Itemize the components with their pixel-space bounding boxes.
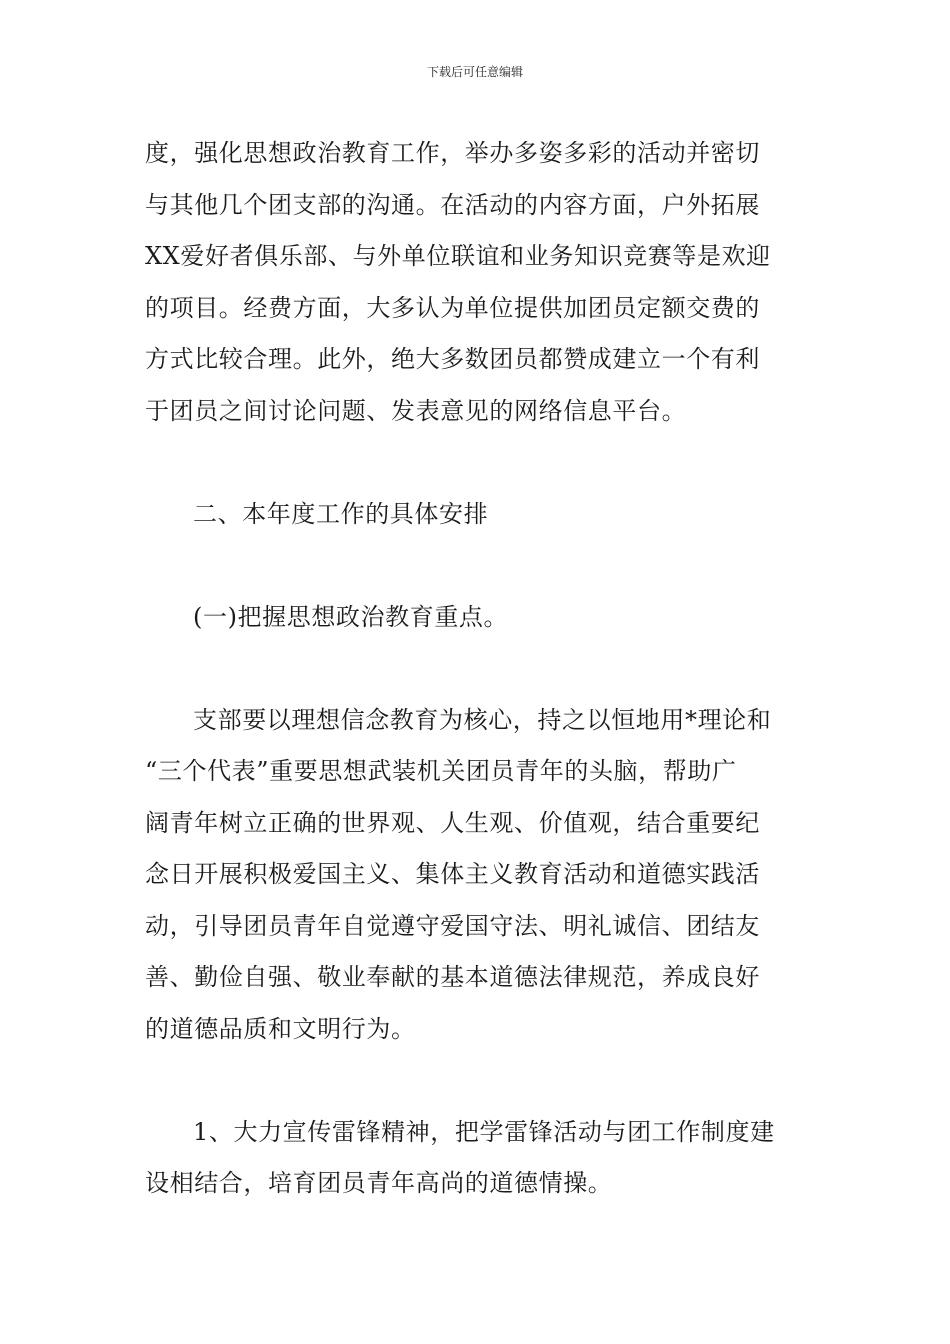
paragraph-item-1 xyxy=(145,1107,807,1210)
paragraph-education-core xyxy=(145,695,807,1056)
text-line: XX爱好者俱乐部、与外单位联谊和业务知识竞赛等是欢迎 xyxy=(145,242,771,270)
text-line: 动，引导团员青年自觉遵守爱国守法、明礼诚信、团结友 xyxy=(145,911,760,940)
text-line: 方式比较合理。此外，绝大多数团员都赞成建立一个有利 xyxy=(145,345,760,373)
section-heading xyxy=(145,489,807,541)
text-line: 设相结合，培育团员青年高尚的道德情操。 xyxy=(145,1169,613,1197)
section-heading-text: 二、本年度工作的具体安排 xyxy=(193,499,489,528)
text-line: 念日开展积极爱国主义、集体主义教育活动和道德实践活 xyxy=(145,860,760,888)
paragraph-survey-results xyxy=(145,128,807,437)
text-line: 的项目。经费方面，大多认为单位提供加团员定额交费的 xyxy=(145,293,760,322)
paragraph-gap xyxy=(145,1055,807,1107)
text-line: 与其他几个团支部的沟通。在活动的内容方面，户外拓展 xyxy=(145,190,760,219)
text-line: 支部要以理想信念教育为核心，持之以恒地用*理论和 xyxy=(193,705,772,734)
page-header-note: 下载后可任意编辑 xyxy=(426,65,523,79)
document-body xyxy=(145,128,807,1210)
paragraph-gap xyxy=(145,437,807,489)
text-line: 的道德品质和文明行为。 xyxy=(145,1014,416,1043)
text-line: 于团员之间讨论问题、发表意见的网络信息平台。 xyxy=(145,396,687,425)
text-line: 度，强化思想政治教育工作，举办多姿多彩的活动并密切 xyxy=(145,139,760,167)
subsection-heading xyxy=(145,592,807,644)
paragraph-gap xyxy=(145,643,807,695)
text-line: 善、勤俭自强、敬业奉献的基本道德法律规范，养成良好 xyxy=(145,963,760,991)
text-line: 1、大力宣传雷锋精神，把学雷锋活动与团工作制度建 xyxy=(193,1117,775,1146)
text-line: 阔青年树立正确的世界观、人生观、价值观，结合重要纪 xyxy=(145,808,760,837)
text-line: “三个代表”重要思想武装机关团员青年的头脑，帮助广 xyxy=(145,757,737,785)
subsection-heading-text: (一)把握思想政治教育重点。 xyxy=(193,602,509,631)
paragraph-gap xyxy=(145,540,807,592)
